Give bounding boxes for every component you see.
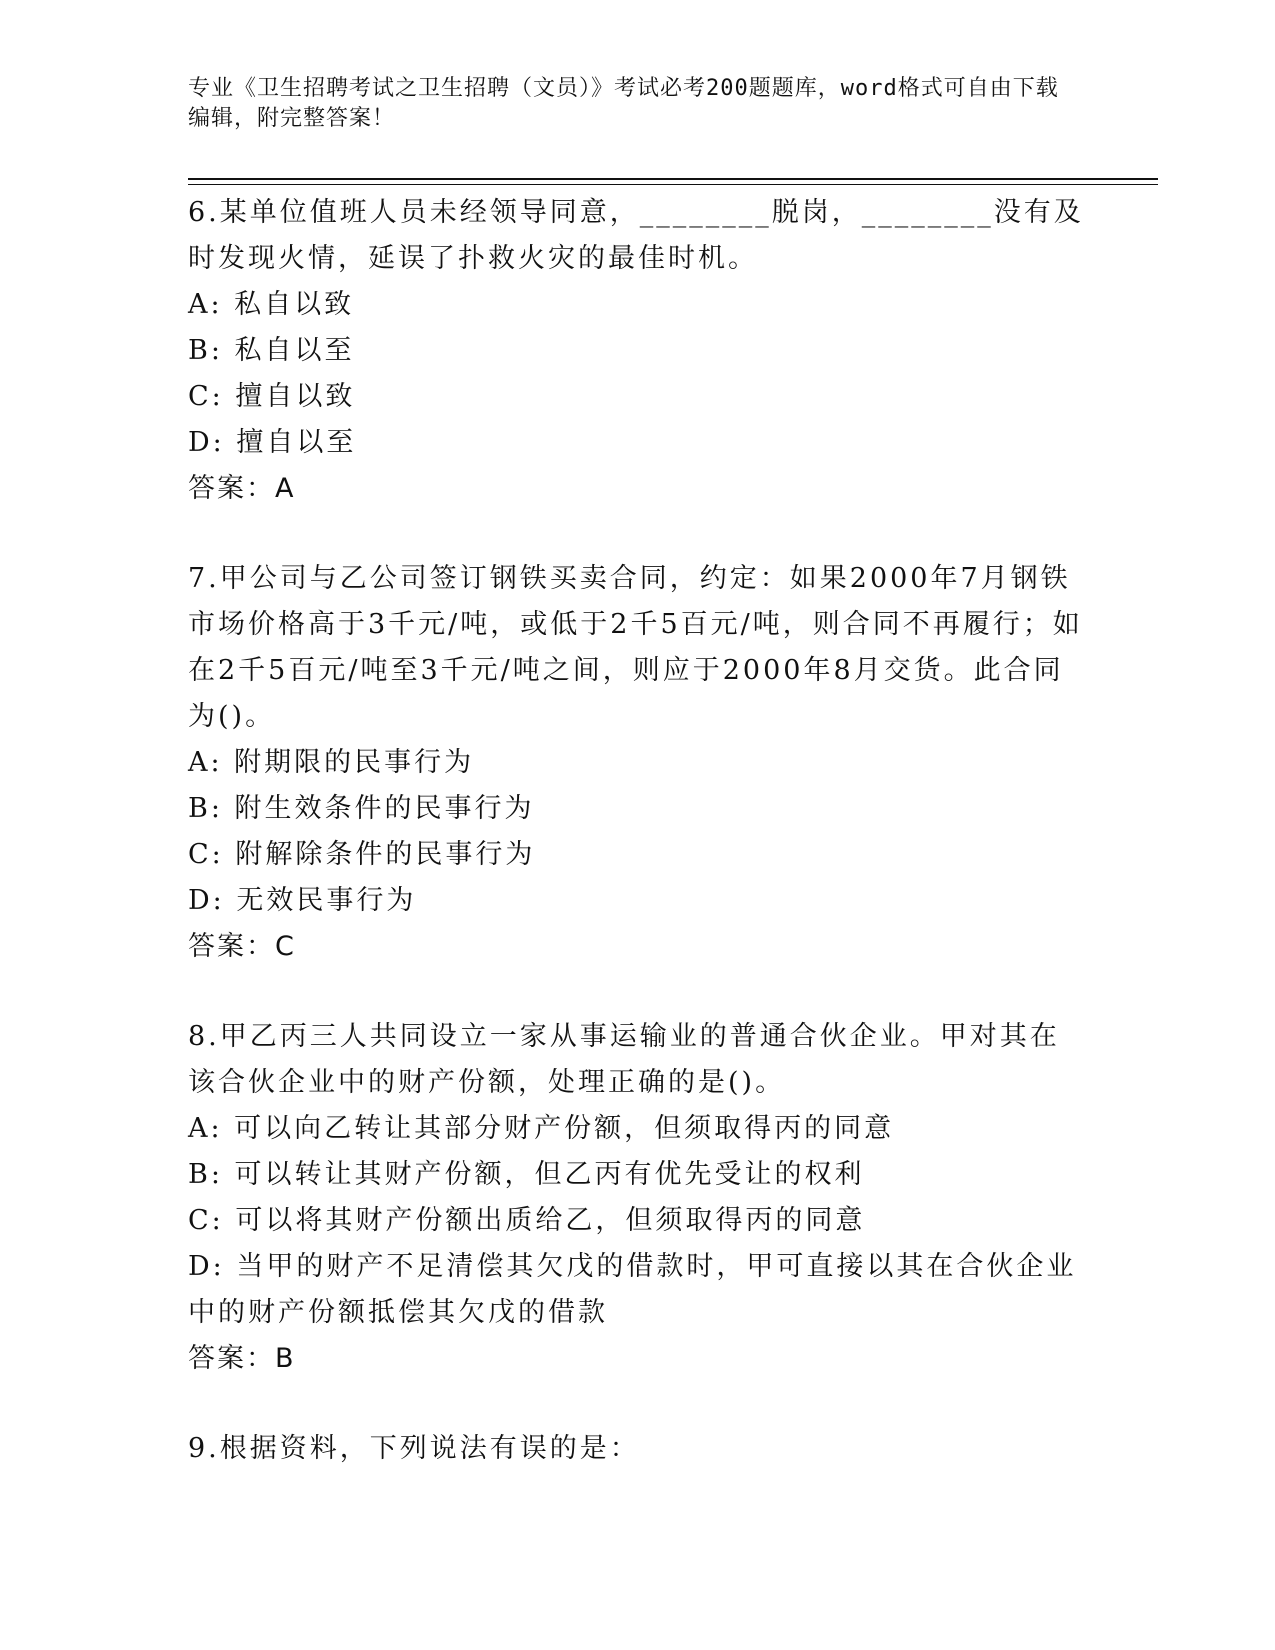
question-8 xyxy=(188,1014,1088,1382)
option-b: B: 私自以至 xyxy=(188,335,355,366)
question-text: 8.甲乙丙三人共同设立一家从事运输业的普通合伙企业。甲对其在该合伙企业中的财产份额，处理正确的是()。 xyxy=(188,1021,1060,1098)
question-list xyxy=(188,190,1088,1516)
question-7 xyxy=(188,556,1088,970)
option-c: C: 可以将其财产份额出质给乙，但须取得丙的同意 xyxy=(188,1205,866,1236)
header-rule-thin xyxy=(188,184,1158,185)
question-9 xyxy=(188,1426,1088,1472)
option-d: D: 当甲的财产不足清偿其欠戊的借款时，甲可直接以其在合伙企业中的财产份额抵偿其欠戊的借款 xyxy=(188,1251,1077,1328)
question-6 xyxy=(188,190,1088,512)
option-c: C: 擅自以致 xyxy=(188,381,356,412)
answer-line: 答案：B xyxy=(188,1343,296,1374)
option-b: B: 附生效条件的民事行为 xyxy=(188,793,535,824)
header-rule-thick xyxy=(188,178,1158,180)
option-a: A: 可以向乙转让其部分财产份额，但须取得丙的同意 xyxy=(188,1113,895,1144)
option-d: D: 擅自以至 xyxy=(188,427,357,458)
answer-line: 答案：C xyxy=(188,931,296,962)
option-c: C: 附解除条件的民事行为 xyxy=(188,839,536,870)
option-b: B: 可以转让其财产份额，但乙丙有优先受让的权利 xyxy=(188,1159,865,1190)
document-header: 专业《卫生招聘考试之卫生招聘（文员）》考试必考200题题库，word格式可自由下载编辑，附完整答案！ xyxy=(188,76,1059,131)
answer-line: 答案：A xyxy=(188,473,296,504)
option-d: D: 无效民事行为 xyxy=(188,885,417,916)
question-text: 9.根据资料，下列说法有误的是： xyxy=(188,1433,640,1464)
question-text: 6.某单位值班人员未经领导同意，________脱岗，________没有及时发现火情，延误了扑救火灾的最佳时机。 xyxy=(188,197,1084,274)
option-a: A: 附期限的民事行为 xyxy=(188,747,475,778)
question-text: 7.甲公司与乙公司签订钢铁买卖合同，约定：如果2000年7月钢铁市场价格高于3千元/吨，或低于2千5百元/吨，则合同不再履行；如在2千5百元/吨至3千元/吨之间，则应于2000年8月交货。此合同为()。 xyxy=(188,563,1083,732)
option-a: A: 私自以致 xyxy=(188,289,355,320)
